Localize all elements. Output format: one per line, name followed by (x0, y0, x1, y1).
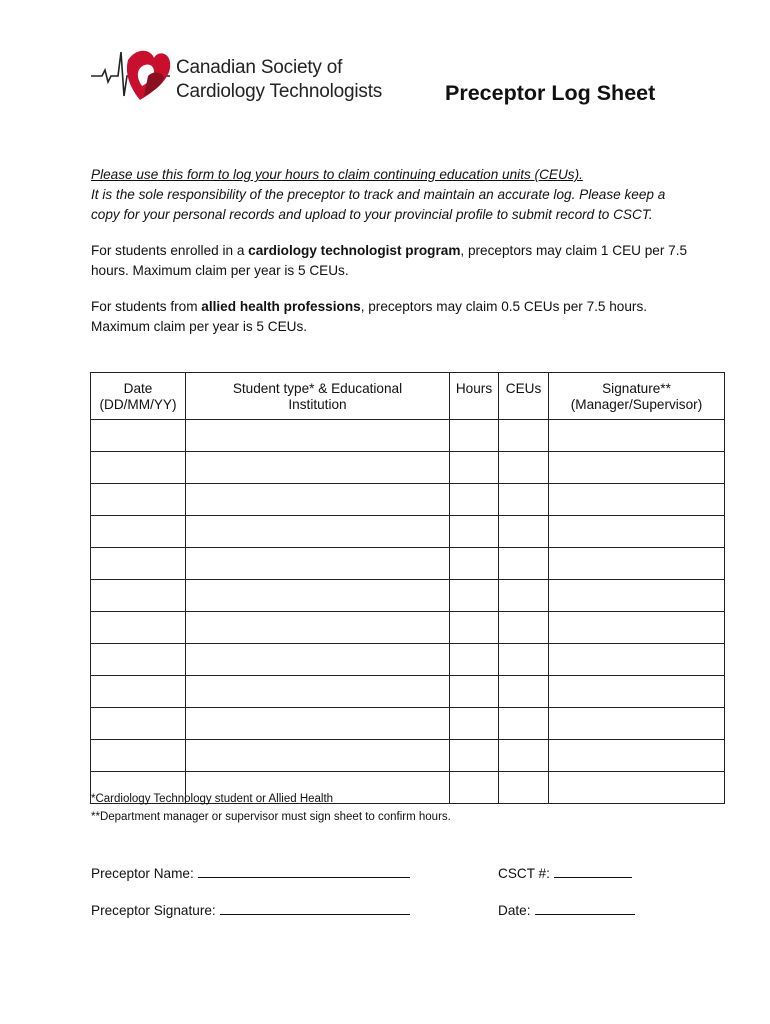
cell-student[interactable] (186, 644, 450, 676)
instructions-line2: It is the sole responsibility of the preceptor to track and maintain an accurate log. Please keep a copy for your personal records and upload to your provincial profile to submit record to CSCT. (91, 187, 666, 222)
table-row (91, 676, 725, 708)
table-row (91, 580, 725, 612)
cell-hours[interactable] (450, 644, 499, 676)
cell-hours[interactable] (450, 548, 499, 580)
cell-student[interactable] (186, 548, 450, 580)
cell-date[interactable] (91, 548, 186, 580)
cell-student[interactable] (186, 612, 450, 644)
cell-student[interactable] (186, 708, 450, 740)
cell-signature[interactable] (549, 676, 725, 708)
cell-date[interactable] (91, 708, 186, 740)
cell-ceus[interactable] (499, 676, 549, 708)
table-row (91, 612, 725, 644)
cell-student[interactable] (186, 484, 450, 516)
cell-ceus[interactable] (499, 612, 549, 644)
header-date-format: (DD/MM/YY) (99, 397, 177, 412)
cell-hours[interactable] (450, 708, 499, 740)
cell-hours[interactable] (450, 740, 499, 772)
org-name-line2: Cardiology Technologists (176, 81, 383, 102)
header-date (91, 373, 186, 420)
cell-date[interactable] (91, 420, 186, 452)
org-name (176, 56, 382, 104)
cell-hours[interactable] (450, 580, 499, 612)
cell-hours[interactable] (450, 772, 499, 804)
cell-ceus[interactable] (499, 644, 549, 676)
cell-ceus[interactable] (499, 772, 549, 804)
cell-hours[interactable] (450, 420, 499, 452)
rule1-text: For students enrolled in a (91, 243, 249, 258)
cell-signature[interactable] (549, 484, 725, 516)
preceptor-signature-blank[interactable] (220, 902, 410, 915)
header-student (186, 373, 450, 420)
cell-signature[interactable] (549, 516, 725, 548)
footnote-student-type: *Cardiology Technology student or Allied Health (91, 793, 334, 805)
cell-ceus[interactable] (499, 452, 549, 484)
cell-student[interactable] (186, 580, 450, 612)
cell-signature[interactable] (549, 580, 725, 612)
cell-date[interactable] (91, 484, 186, 516)
rule2-bold: allied health professions (201, 299, 361, 314)
cell-hours[interactable] (450, 676, 499, 708)
cell-signature[interactable] (549, 772, 725, 804)
table-row (91, 516, 725, 548)
cell-signature[interactable] (549, 420, 725, 452)
cell-ceus[interactable] (499, 740, 549, 772)
table-row (91, 644, 725, 676)
cell-signature[interactable] (549, 548, 725, 580)
rule2-text: For students from (91, 299, 202, 314)
cell-date[interactable] (91, 676, 186, 708)
cell-ceus[interactable] (499, 708, 549, 740)
csct-number-label: CSCT #: (498, 866, 550, 881)
preceptor-name-field[interactable] (91, 865, 410, 881)
cell-signature[interactable] (549, 708, 725, 740)
rule1-bold: cardiology technologist program (248, 243, 461, 258)
cell-date[interactable] (91, 516, 186, 548)
instructions (91, 165, 691, 225)
csct-number-field[interactable] (498, 865, 632, 881)
cell-hours[interactable] (450, 452, 499, 484)
cell-student[interactable] (186, 676, 450, 708)
footnote-signature: **Department manager or supervisor must sign sheet to confirm hours. (91, 811, 451, 823)
cell-student[interactable] (186, 740, 450, 772)
date-blank[interactable] (535, 902, 635, 915)
preceptor-name-blank[interactable] (198, 865, 410, 878)
cell-hours[interactable] (450, 484, 499, 516)
cell-student[interactable] (186, 452, 450, 484)
table-row (91, 484, 725, 516)
header-hours: Hours (450, 373, 499, 420)
header-ceus: CEUs (499, 373, 549, 420)
cell-date[interactable] (91, 580, 186, 612)
preceptor-signature-field[interactable] (91, 902, 410, 918)
cell-signature[interactable] (549, 612, 725, 644)
table-row (91, 452, 725, 484)
cell-date[interactable] (91, 644, 186, 676)
cell-signature[interactable] (549, 740, 725, 772)
header-signature-label: Signature** (602, 381, 671, 396)
cell-date[interactable] (91, 612, 186, 644)
date-label: Date: (498, 903, 531, 918)
cell-ceus[interactable] (499, 516, 549, 548)
csct-number-blank[interactable] (554, 865, 632, 878)
header-student-label2: Institution (288, 397, 347, 412)
cell-hours[interactable] (450, 612, 499, 644)
cell-ceus[interactable] (499, 548, 549, 580)
cell-date[interactable] (91, 740, 186, 772)
header-student-label: Student type* & Educational (232, 381, 403, 396)
cell-signature[interactable] (549, 644, 725, 676)
log-table-body (91, 420, 725, 804)
table-row (91, 548, 725, 580)
instructions-line1: Please use this form to log your hours to claim continuing education units (CEUs). (91, 167, 583, 182)
rule-allied-health (91, 297, 691, 336)
table-row (91, 740, 725, 772)
rule1-text-end: , preceptors may claim 1 CEU per 7.5 hours. Maximum claim per year is 5 CEUs. (91, 243, 688, 278)
header-signature (549, 373, 725, 420)
table-header-row (91, 373, 725, 420)
cell-signature[interactable] (549, 452, 725, 484)
log-table (90, 372, 725, 804)
header-date-label: Date (123, 381, 153, 396)
table-row (91, 708, 725, 740)
page-title: Preceptor Log Sheet (445, 81, 656, 105)
preceptor-name-label: Preceptor Name: (91, 866, 194, 881)
cell-student[interactable] (186, 420, 450, 452)
cell-ceus[interactable] (499, 484, 549, 516)
rule-cardiology-program (91, 241, 691, 280)
cell-hours[interactable] (450, 516, 499, 548)
org-name-line1: Canadian Society of (176, 57, 343, 78)
date-field[interactable] (498, 902, 635, 918)
table-row (91, 420, 725, 452)
cell-student[interactable] (186, 516, 450, 548)
header-signature-label2: (Manager/Supervisor) (570, 397, 703, 412)
rule2-text-end: , preceptors may claim 0.5 CEUs per 7.5 hours. Maximum claim per year is 5 CEUs. (91, 299, 648, 334)
cell-ceus[interactable] (499, 420, 549, 452)
cell-ceus[interactable] (499, 580, 549, 612)
preceptor-signature-label: Preceptor Signature: (91, 903, 216, 918)
cell-date[interactable] (91, 452, 186, 484)
